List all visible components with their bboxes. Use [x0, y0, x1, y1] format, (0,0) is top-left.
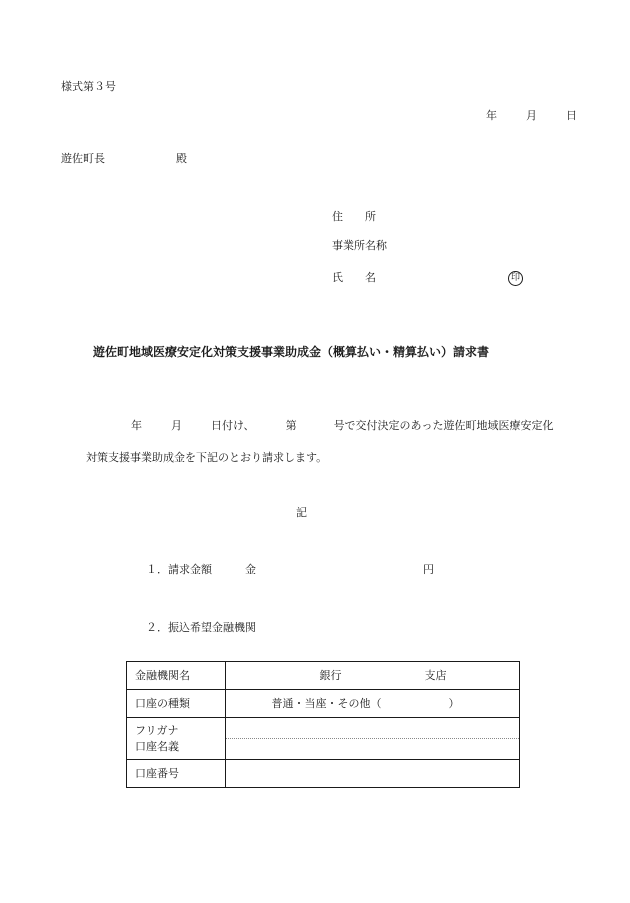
addressee-honorific: 殿	[176, 152, 187, 165]
body-number-prefix: 第	[285, 419, 297, 432]
account-holder-name-label: 口座名義	[135, 739, 179, 753]
note-heading: 記	[296, 506, 307, 519]
account-holder-name-field[interactable]	[226, 739, 519, 753]
body-year: 年	[131, 419, 142, 432]
bank-table	[126, 661, 520, 788]
body-line1-rest: 号で交付決定のあった遊佐町地域医療安定化	[333, 419, 554, 432]
bank-row-name	[127, 662, 520, 690]
form-number: 様式第３号	[61, 80, 116, 93]
page-title: 遊佐町地域医療安定化対策支援事業助成金（概算払い・精算払い）請求書	[93, 345, 490, 359]
branch-suffix: 支店	[424, 669, 447, 682]
applicant-address-label: 住 所	[332, 210, 376, 223]
account-number-label: 口座番号	[127, 760, 226, 788]
account-holder-kana-field[interactable]	[226, 724, 519, 739]
account-type-close: ）	[448, 697, 460, 710]
bank-name-cell[interactable]	[226, 662, 520, 690]
body-line-1	[131, 420, 553, 431]
item1-prefix: 金	[245, 563, 256, 576]
bank-row-number	[127, 760, 520, 788]
bank-row-holder	[127, 718, 520, 760]
account-holder-label	[127, 718, 226, 760]
item1-label: １．請求金額	[146, 563, 212, 576]
item-request-amount	[146, 564, 434, 575]
date-month-label: 月	[526, 109, 537, 122]
account-holder-kana-label: フリガナ	[135, 723, 179, 737]
account-type-cell[interactable]	[226, 690, 520, 718]
bank-name-label: 金融機関名	[127, 662, 226, 690]
addressee-name: 遊佐町長	[61, 152, 105, 165]
item-bank-heading: ２．振込希望金融機関	[146, 621, 256, 634]
body-dated: 日付け、	[211, 419, 255, 432]
bank-suffix: 銀行	[319, 669, 342, 682]
date-year-label: 年	[486, 109, 497, 122]
account-holder-cell[interactable]	[226, 718, 520, 760]
applicant-office-label: 事業所名称	[332, 239, 387, 252]
item1-unit: 円	[423, 563, 434, 576]
bank-row-type	[127, 690, 520, 718]
applicant-name-label: 氏 名	[332, 271, 376, 284]
account-type-label: 口座の種類	[127, 690, 226, 718]
account-type-options: 普通・当座・その他（	[271, 697, 382, 710]
date-line	[486, 110, 577, 121]
date-day-label: 日	[566, 109, 577, 122]
seal-icon	[508, 271, 523, 286]
seal-mark: 印	[508, 271, 523, 286]
body-line-2: 対策支援事業助成金を下記のとおり請求します。	[86, 451, 328, 464]
account-number-cell[interactable]	[226, 760, 520, 788]
addressee	[61, 153, 187, 164]
body-month: 月	[171, 419, 182, 432]
